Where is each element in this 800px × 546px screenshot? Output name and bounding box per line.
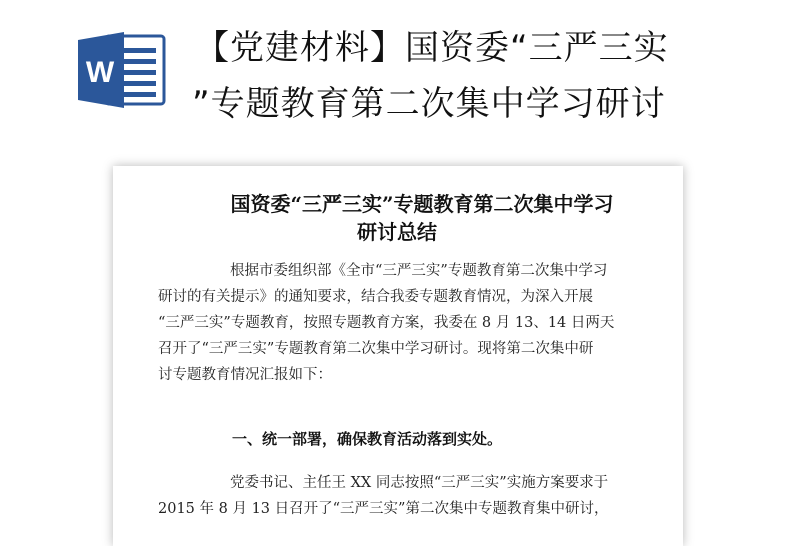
word-document-icon bbox=[76, 30, 166, 110]
section-1-heading: 一、统一部署，确保教育活动落到实处。 bbox=[232, 430, 503, 448]
section-1-line: 2015 年 8 月 13 日召开了“三严三实”第二次集中专题教育集中研讨， bbox=[158, 501, 609, 517]
banner-title-line-1: 【党建材料】国资委“三严三实 bbox=[195, 28, 669, 68]
word-logo-letter: W bbox=[85, 56, 115, 89]
document-title-line-2: 研讨总结 bbox=[357, 220, 437, 244]
intro-line: “三严三实”专题教育，按照专题教育方案，我委在 8 月 13、14 日两天 bbox=[158, 315, 615, 331]
intro-line: 根据市委组织部《全市“三严三实”专题教育第二次集中学习 bbox=[230, 263, 608, 279]
section-1-line: 党委书记、主任王 XX 同志按照“三严三实”实施方案要求于 bbox=[230, 475, 609, 491]
intro-paragraph bbox=[158, 258, 648, 388]
banner-title-line-2: ”专题教育第二次集中学习研讨 bbox=[192, 84, 666, 124]
document-title-line-1: 国资委“三严三实”专题教育第二次集中学习 bbox=[230, 192, 614, 216]
intro-line: 研讨的有关提示》的通知要求，结合我委专题教育情况，为深入开展 bbox=[158, 289, 593, 305]
section-1-paragraph bbox=[158, 470, 648, 522]
intro-line: 召开了“三严三实”专题教育第二次集中学习研讨。现将第二次集中研 bbox=[158, 341, 594, 357]
intro-line: 讨专题教育情况汇报如下： bbox=[158, 367, 332, 383]
header-banner bbox=[0, 0, 800, 150]
